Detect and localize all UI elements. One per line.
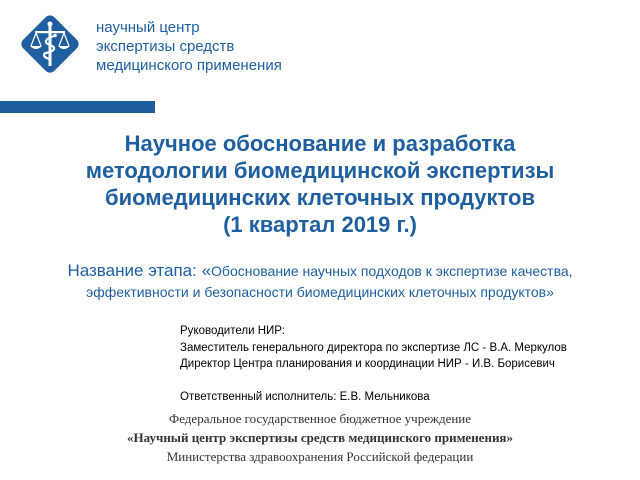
page-title xyxy=(0,130,640,238)
header-accent-bar xyxy=(0,101,155,113)
title-line: биомедицинских клеточных продуктов xyxy=(105,185,535,210)
title-line: Научное обоснование и разработка xyxy=(124,131,516,156)
caduceus-scales-logo-icon xyxy=(18,12,82,76)
footer-org-name: «Научный центр экспертизы средств медицинского применения» xyxy=(127,430,513,445)
stage-text-line: эффективности и безопасности биомедицинских клеточных продуктов» xyxy=(86,284,554,300)
leader-line: Директор Центра планирования и координации НИР - И.В. Борисевич xyxy=(180,358,555,370)
title-line: (1 квартал 2019 г.) xyxy=(223,212,417,237)
logo-line: научный центр xyxy=(96,19,200,36)
title-line: методологии биомедицинской экспертизы xyxy=(85,158,555,183)
logo-line: экспертизы средств xyxy=(96,38,235,55)
logo-line: медицинского применения xyxy=(96,57,282,74)
executor-line: Ответственный исполнитель: Е.В. Мельникова xyxy=(180,390,430,403)
stage-description xyxy=(0,260,640,303)
stage-text-line: Обоснование научных подходов к экспертизе качества, xyxy=(211,263,573,279)
leaders-heading: Руководители НИР: xyxy=(180,325,285,337)
leader-line: Заместитель генерального директора по экспертизе ЛС - В.А. Меркулов xyxy=(180,341,567,354)
footer-institution xyxy=(0,409,640,466)
project-leaders xyxy=(180,323,567,405)
footer-line: Министерства здравоохранения Российской федерации xyxy=(166,449,474,464)
stage-label: Название этапа: « xyxy=(67,261,212,280)
footer-line: Федеральное государственное бюджетное учреждение xyxy=(168,411,472,426)
logo-wordmark xyxy=(96,18,282,75)
